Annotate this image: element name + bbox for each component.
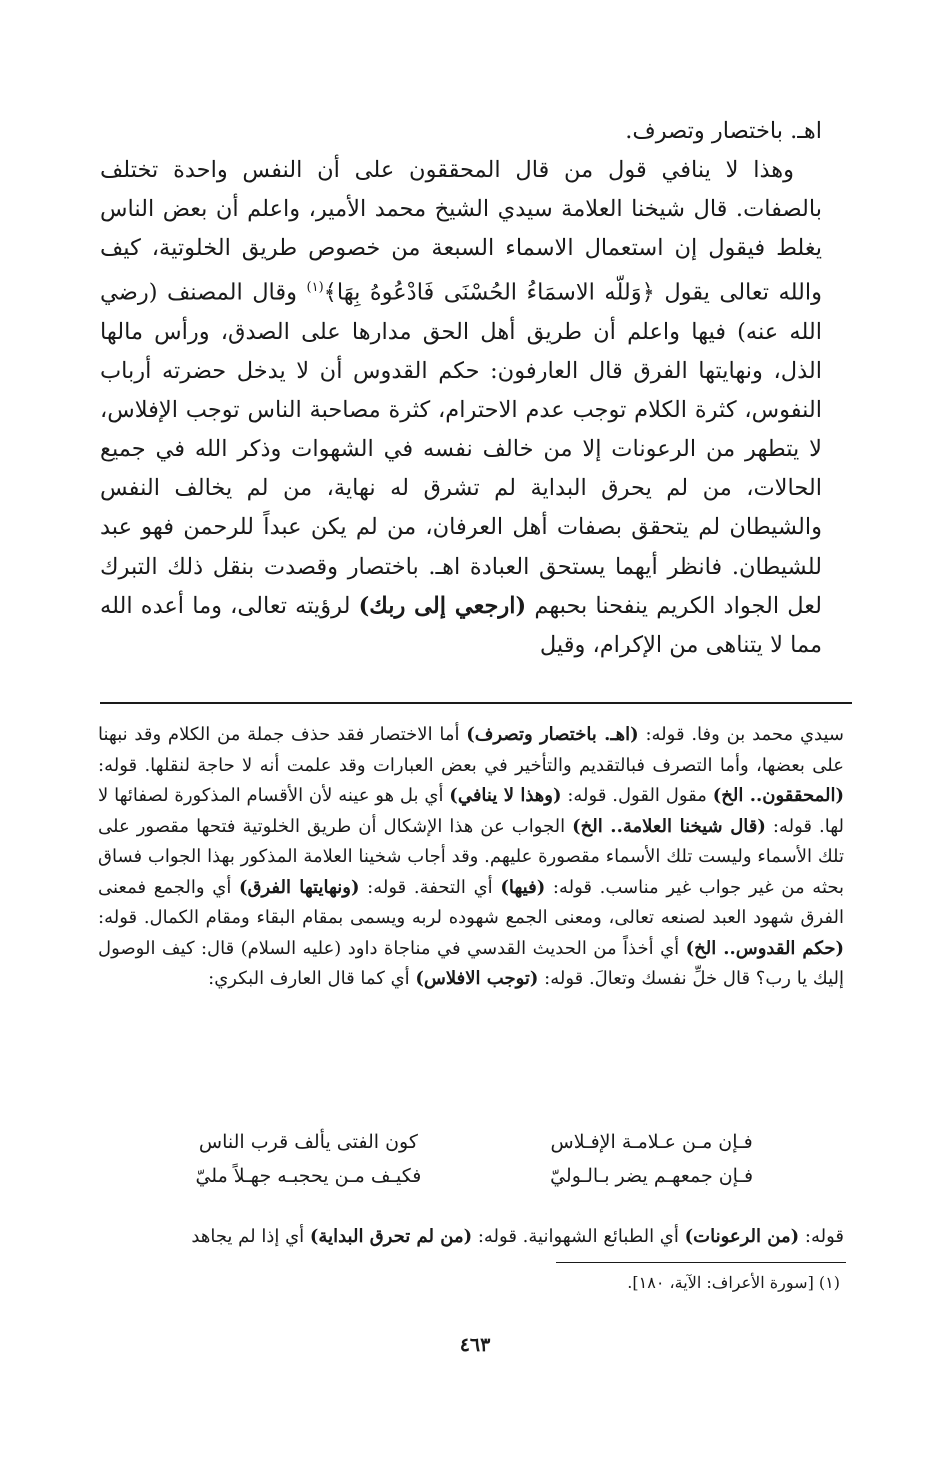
commentary-lemma: (وهذا لا ينافي) [449, 785, 562, 806]
commentary-text-segment: أي إذا لم يجاهد [191, 1226, 310, 1247]
commentary-text-segment: أي الطبائع الشهوانية. قوله: [472, 1226, 685, 1247]
commentary-text-segment: قوله: [799, 1226, 844, 1247]
commentary-text-segment: سيدي محمد بن وفا. قوله: [638, 724, 845, 745]
commentary-text-segment: أي والجمع فمعنى الفرق شهود العبد لصنعه تعالى، ومعنى الجمع شهوده لربه ويسمى بمقام البقاء ومقام الكمال. قوله: [98, 876, 844, 928]
main-paragraph-text: وهذا لا ينافي قول من قال المحققون على أن النفس واحدة تختلف بالصفات. قال شيخنا العلامة سيدي الشيخ محمد الأمير، واعلم أن بعض الناس يغلط فيقول إن استعمال الاسماء السبعة من خصوص طريق الخلوتية، كيف والله تعالى يقول ﴿وَللّه الاسمَاءُ الحُسْنَى فَادْعُوهُ بِهَا﴾ [100, 157, 822, 306]
verse-second-hemistich: كون الفتى يألف قرب الناس [198, 1131, 418, 1153]
commentary-text-segment: الجواب عن هذا الإشكال أن طريق الخلوتية فتحها مقصور على تلك الأسماء وليست تلك الأسماء مقصورة عليهم. وقد أجاب شخينا العلامة المذكور بهذا الجواب فساق بحثه من غير جواب غير مناسب. قوله: [98, 815, 845, 898]
commentary-text-segment: أما الاختصار فقد حذف جملة من الكلام وقد نبهنا على بعضها، وأما التصرف فبالتقديم والتأخير في بعض العبارات وقد علمت أنه لا حاجة لنقلها. قوله: [98, 724, 844, 776]
commentary-lemma: (ونهايتها الفرق) [239, 876, 360, 898]
commentary-text-segment: أي كما قال العارف البكري: [208, 968, 416, 989]
commentary-lemma: (اهـ. باختصار وتصرف) [466, 724, 639, 745]
commentary-lemma: (من الرعونات) [684, 1226, 800, 1247]
main-paragraph-continued: وقال المصنف (رضي الله عنه) فيها واعلم أن طريق أهل الحق مدارها على الصدق، ورأس مالها الذل، ونهايتها الفرق قال العارفون: حكم القدوس أن لا يدخل حضرته أرباب النفوس، كثرة الكلام توجب عدم الاحترام، كثرة مصاحبة الناس توجب الإفلاس، لا يتطهر من الرعونات إلا من خالف نفسه في الشهوات وذكر الله في جميع الحالات، من لم يحرق البداية لم تشرق له نهاية، من لم يخالف النفس والشيطان لم يتحقق بصفات أهل العرفان، من لم يكن عبداً للرحمن فهو عبد للشيطان. فانظر أيهما يستحق العبادة اهـ. باختصار وقصدت بنقل ذلك التبرك لعل الجواد الكريم ينفحنا بحبهم [100, 279, 822, 619]
commentary-text-segment: أي التحفة. قوله: [359, 876, 501, 898]
main-paragraph [100, 151, 822, 665]
commentary-text-segment: أي بل هو عينه لأن الأقسام المذكورة لصفائها لا لها. قوله: [98, 785, 844, 837]
verse-first-hemistich: فـإن مـن عـلامـة الإفـلاس [550, 1131, 753, 1153]
footnote-separator [556, 1262, 846, 1263]
verse-row [150, 1125, 810, 1159]
main-first-line: اهـ. باختصار وتصرف. [625, 118, 822, 144]
commentary-lemma: (قال شيخنا العلامة.. الخ) [572, 815, 766, 837]
commentary-after-verse [98, 1222, 844, 1252]
commentary-text [98, 720, 844, 995]
commentary-lemma: (حكم القدوس.. الخ) [685, 937, 844, 959]
page-number: ٤٦٣ [459, 1334, 491, 1356]
footnote-reference: (١) [306, 280, 324, 296]
verse-row [150, 1159, 810, 1193]
commentary-text-segment: أي أخذاً من الحديث القدسي في مناجاة داود (عليه السلام) قال: كيف الوصول إليك يا رب؟ قال خلِّ نفسك وتعالَ. قوله: [98, 937, 844, 989]
commentary-lemma: (فيها) [500, 876, 546, 898]
footnote: (١) [سورة الأعراف: الآية، ١٨٠]. [627, 1273, 840, 1292]
main-paragraph-end: لرؤيته تعالى، وما أعده الله مما لا يتناهى من الإكرام، وقيل [100, 592, 822, 658]
commentary-lemma: (المحققون.. الخ) [712, 785, 844, 806]
main-commentary-separator [100, 702, 852, 704]
verse-second-hemistich: فكيـف مـن يحجبـه جهـلاً مليّ [195, 1165, 422, 1187]
poem-verses [150, 1125, 810, 1193]
commentary-lemma: (من لم تحرق البداية) [309, 1226, 473, 1247]
verse-first-hemistich: فـإن جمعهـم يضر بـالـوليّ [550, 1165, 754, 1187]
commentary-text-segment: مقول القول. قوله: [561, 785, 713, 806]
quoted-verse-irji: (ارجعي إلى ربك) [358, 592, 527, 619]
commentary-lemma: (توجب الافلاس) [415, 968, 539, 989]
main-text [100, 112, 822, 665]
